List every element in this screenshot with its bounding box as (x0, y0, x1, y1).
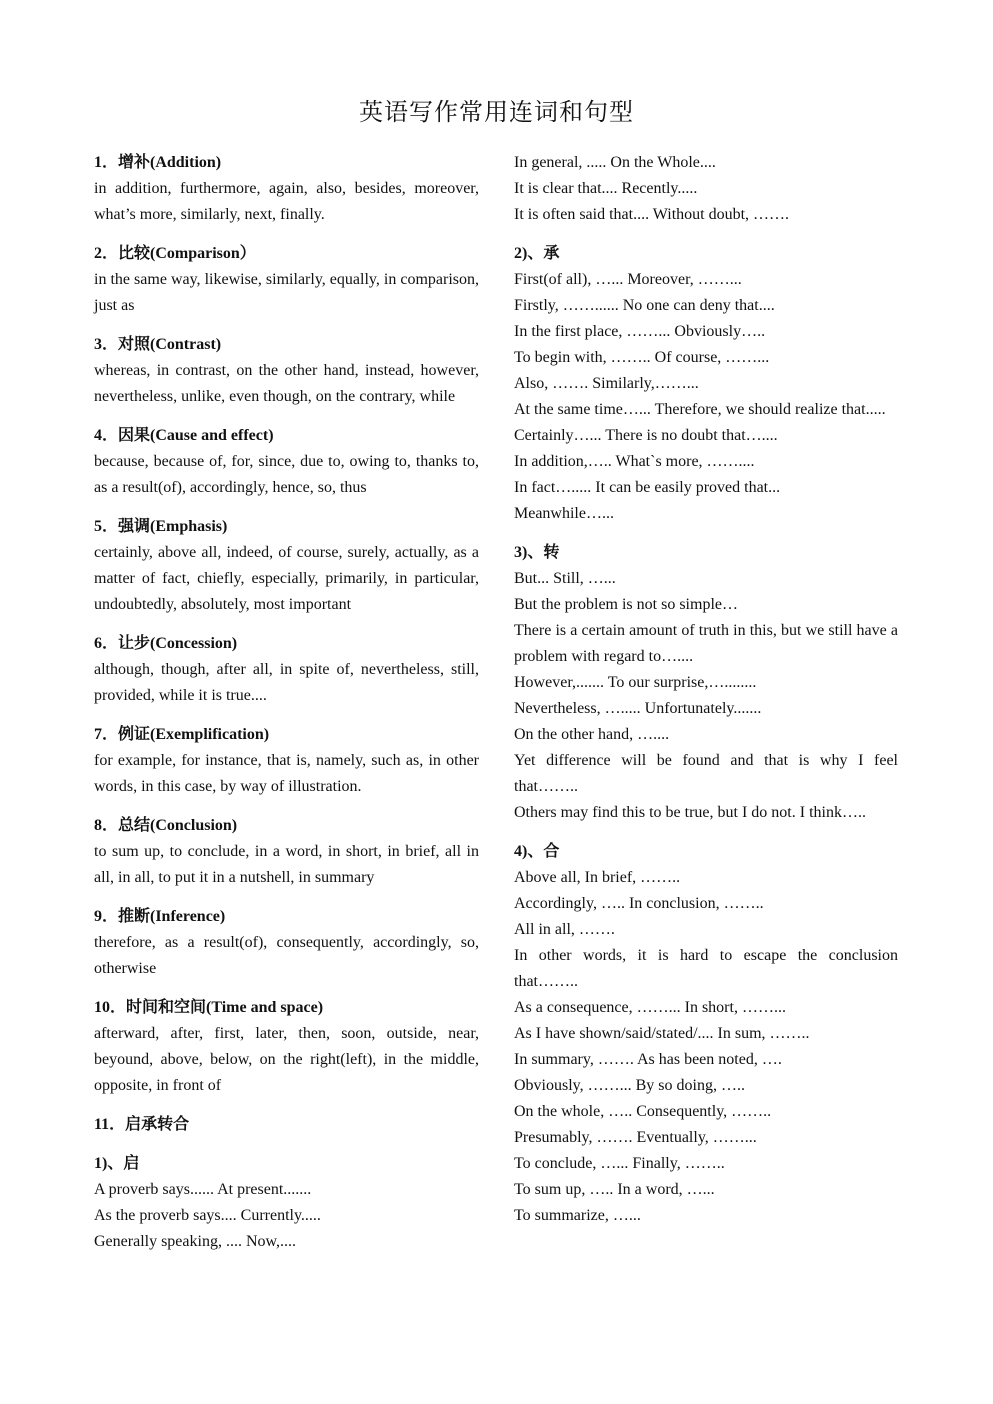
section-heading: 7．例证(Exemplification) (94, 726, 270, 743)
section-body: afterward, after, first, later, then, soon, outside, near, beyound, above, below, on the right(left), in the middle, opposite, in front of (94, 1025, 479, 1094)
subsection-heading: 4)、合 (514, 843, 560, 860)
section-heading: 9．推断(Inference) (94, 908, 226, 925)
phrase-line: It is often said that.... Without doubt, ……. (514, 206, 790, 223)
phrase-line: On the other hand, ….... (514, 726, 670, 743)
phrase-line: As a consequence, ……... In short, ……... (514, 999, 786, 1016)
subsection-opening (94, 1151, 479, 1255)
section-body: in the same way, likewise, similarly, equally, in comparison, just as (94, 271, 479, 314)
section-11 (94, 1112, 479, 1138)
section-cause-effect (94, 423, 479, 501)
page-title: 英语写作常用连词和句型 (359, 98, 634, 126)
phrase-line: To summarize, …... (514, 1207, 641, 1224)
subsection-opening-cont (514, 150, 898, 228)
subsection-heading: 1)、启 (94, 1155, 140, 1172)
section-emphasis (94, 514, 479, 618)
phrase-line: At the same time…... Therefore, we should realize that..... (514, 401, 886, 418)
section-heading: 5．强调(Emphasis) (94, 518, 228, 535)
phrase-line: Others may find this to be true, but I do not. I think….. (514, 804, 866, 821)
phrase-line: Generally speaking, .... Now,.... (94, 1233, 297, 1250)
phrase-line: A proverb says...... At present....... (94, 1181, 312, 1198)
section-body: certainly, above all, indeed, of course, surely, actually, as a matter of fact, chiefly, especially, primarily, in particular, undoubtedly, absolutely, most important (94, 544, 479, 613)
section-heading: 8．总结(Conclusion) (94, 817, 238, 834)
section-body: although, though, after all, in spite of, nevertheless, still, provided, while it is true.... (94, 661, 479, 704)
right-column (514, 150, 898, 1229)
section-time-space (94, 995, 479, 1099)
phrase-line: In other words, it is hard to escape the conclusion that…….. (514, 947, 898, 990)
phrase-line: All in all, ……. (514, 921, 615, 938)
section-conclusion (94, 813, 479, 891)
section-body: because, because of, for, since, due to, owing to, thanks to, as a result(of), accordingly, hence, so, thus (94, 453, 479, 496)
section-heading: 6．让步(Concession) (94, 635, 238, 652)
phrase-line: Obviously, ……... By so doing, ….. (514, 1077, 745, 1094)
subsection-turning (514, 540, 898, 826)
section-body: whereas, in contrast, on the other hand, instead, however, nevertheless, unlike, even though, on the contrary, while (94, 362, 479, 405)
phrase-line: In the first place, ……... Obviously….. (514, 323, 766, 340)
phrase-line: Firstly, ……...... No one can deny that.... (514, 297, 775, 314)
section-addition (94, 150, 479, 228)
phrase-line: But... Still, …... (514, 570, 616, 587)
phrase-line: First(of all), …... Moreover, ……... (514, 271, 742, 288)
phrase-line: But the problem is not so simple… (514, 596, 738, 613)
phrase-line: In summary, ……. As has been noted, …. (514, 1051, 782, 1068)
section-body: therefore, as a result(of), consequently, accordingly, so, otherwise (94, 934, 479, 977)
section-body: to sum up, to conclude, in a word, in short, in brief, all in all, in all, to put it in a nutshell, in summary (94, 843, 479, 886)
section-heading: 10．时间和空间(Time and space) (94, 999, 324, 1016)
section-comparison (94, 241, 479, 319)
phrase-line: In fact…..... It can be easily proved that... (514, 479, 781, 496)
phrase-line: There is a certain amount of truth in this, but we still have a problem with regard to….... (514, 622, 898, 665)
section-body: for example, for instance, that is, namely, such as, in other words, in this case, by way of illustration. (94, 752, 479, 795)
section-exemplification (94, 722, 479, 800)
subsection-heading: 3)、转 (514, 544, 560, 561)
phrase-line: Certainly…... There is no doubt that….... (514, 427, 778, 444)
subsection-concluding (514, 839, 898, 1229)
section-body: in addition, furthermore, again, also, besides, moreover, what’s more, similarly, next, finally. (94, 180, 479, 223)
section-heading: 1．增补(Addition) (94, 154, 222, 171)
phrase-line: Accordingly, ….. In conclusion, …….. (514, 895, 764, 912)
phrase-line: To begin with, …….. Of course, ……... (514, 349, 770, 366)
phrase-line: It is clear that.... Recently..... (514, 180, 698, 197)
section-contrast (94, 332, 479, 410)
section-heading: 11．启承转合 (94, 1116, 190, 1133)
phrase-line: Nevertheless, …..... Unfortunately....... (514, 700, 762, 717)
section-concession (94, 631, 479, 709)
subsection-heading: 2)、承 (514, 245, 560, 262)
phrase-line: Meanwhile…... (514, 505, 614, 522)
phrase-line: Above all, In brief, …….. (514, 869, 681, 886)
section-heading: 3．对照(Contrast) (94, 336, 222, 353)
phrase-line: In general, ..... On the Whole.... (514, 154, 716, 171)
phrase-line: However,....... To our surprise,…........ (514, 674, 757, 691)
subsection-continuing (514, 241, 898, 527)
phrase-line: Presumably, ……. Eventually, ……... (514, 1129, 757, 1146)
phrase-line: In addition,….. What`s more, …….... (514, 453, 755, 470)
section-heading: 4．因果(Cause and effect) (94, 427, 274, 444)
phrase-line: To sum up, ….. In a word, …... (514, 1181, 715, 1198)
phrase-line: On the whole, ….. Consequently, …….. (514, 1103, 772, 1120)
phrase-line: Yet difference will be found and that is why I feel that…….. (514, 752, 898, 795)
left-column (94, 150, 479, 1255)
phrase-line: To conclude, …... Finally, …….. (514, 1155, 725, 1172)
phrase-line: Also, ……. Similarly,……... (514, 375, 699, 392)
section-heading: 2．比较(Comparison） (94, 245, 256, 262)
phrase-line: As the proverb says.... Currently..... (94, 1207, 321, 1224)
section-inference (94, 904, 479, 982)
phrase-line: As I have shown/said/stated/.... In sum, …….. (514, 1025, 810, 1042)
